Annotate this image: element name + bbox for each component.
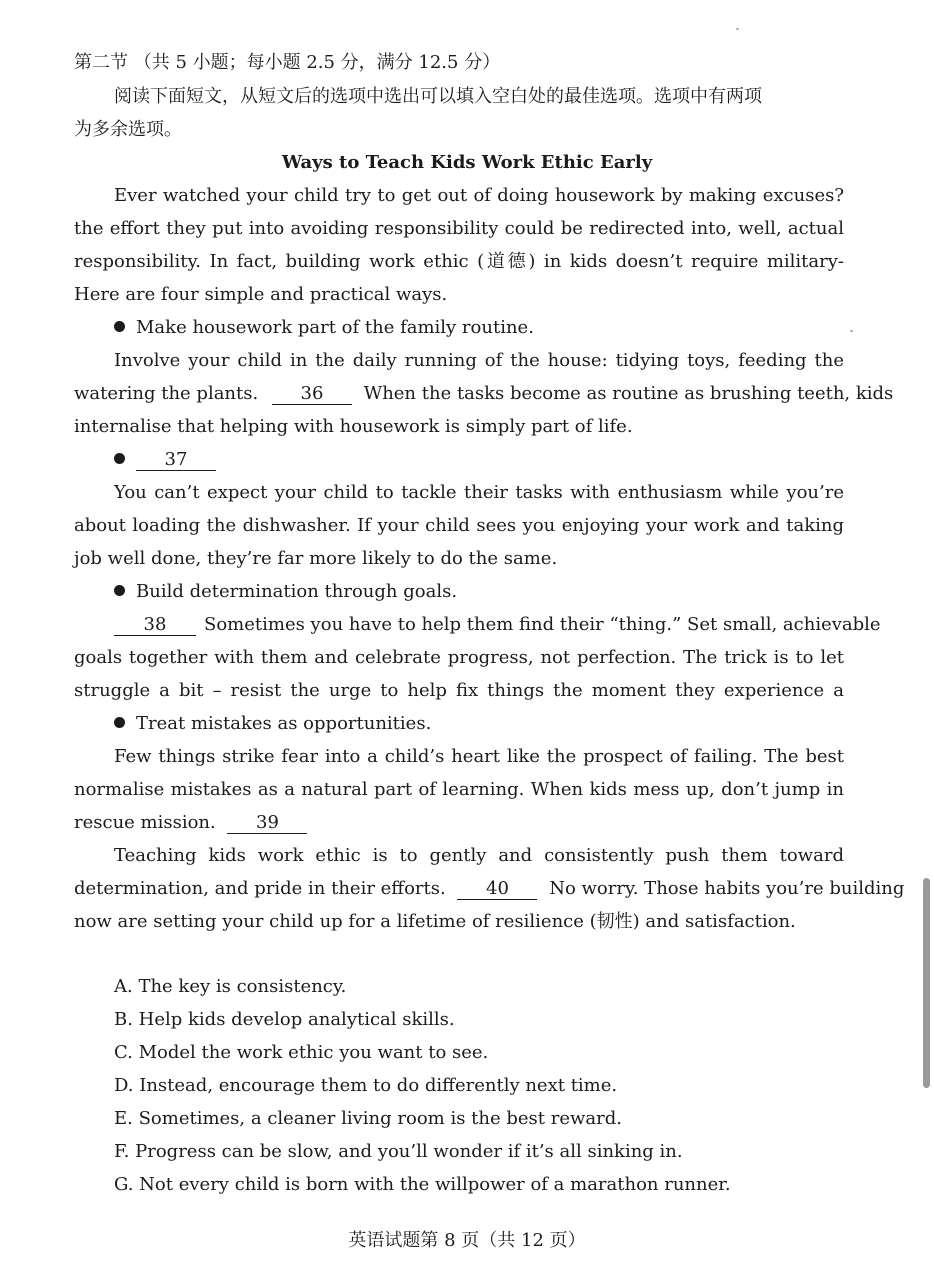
paragraph-line: Ever watched your child try to get out of doing housework by making excuses?: [114, 185, 844, 206]
option-a: A. The key is consistency.: [114, 976, 347, 997]
option-b: B. Help kids develop analytical skills.: [114, 1009, 455, 1030]
paragraph-line: You can’t expect your child to tackle their tasks with enthusiasm while you’re: [114, 482, 844, 503]
text-segment: determination, and pride in their efforts.: [74, 878, 446, 899]
bullet-heading: [114, 443, 844, 476]
section-header: 第二节 （共 5 小题；每小题 2.5 分，满分 12.5 分）: [74, 52, 501, 73]
bullet-heading: [114, 575, 844, 608]
text-segment: watering the plants.: [74, 383, 259, 404]
bullet-icon: [114, 717, 125, 728]
bullet-heading: [114, 311, 844, 344]
page-footer: 英语试题第 8 页（共 12 页）: [348, 1230, 586, 1251]
paragraph-line: [74, 377, 894, 410]
paragraph-line: struggle a bit – resist the urge to help fix things the moment they experience a: [74, 680, 844, 701]
paragraph-line: [114, 608, 881, 641]
bullet-icon: [114, 585, 125, 596]
paragraph-line: Few things strike fear into a child’s heart like the prospect of failing. The best: [114, 746, 844, 767]
option-e: E. Sometimes, a cleaner living room is the best reward.: [114, 1108, 622, 1129]
paragraph-line: about loading the dishwasher. If your child sees you enjoying your work and taking: [74, 515, 844, 536]
article-title: Ways to Teach Kids Work Ethic Early: [281, 152, 653, 173]
paragraph-line: [74, 806, 844, 839]
blank-39[interactable]: 39: [227, 813, 307, 834]
text-segment: rescue mission.: [74, 812, 216, 833]
paragraph-line: [74, 872, 905, 905]
text-segment: No worry. Those habits you’re building: [549, 878, 905, 899]
option-f: F. Progress can be slow, and you’ll wonder if it’s all sinking in.: [114, 1141, 683, 1162]
scan-speck: [736, 28, 739, 30]
bullet-icon: [114, 321, 125, 332]
bullet-heading: [114, 707, 844, 740]
paragraph-line: responsibility. In fact, building work ethic (道德) in kids doesn’t require military-: [74, 251, 844, 272]
bullet-heading-text: Build determination through goals.: [136, 581, 458, 602]
option-g: G. Not every child is born with the willpower of a marathon runner.: [114, 1174, 731, 1195]
paragraph-line: Here are four simple and practical ways.: [74, 284, 448, 305]
paragraph-line: job well done, they’re far more likely to do the same.: [74, 548, 558, 569]
blank-40[interactable]: 40: [457, 879, 537, 900]
paragraph-line: Involve your child in the daily running of the house: tidying toys, feeding the: [114, 350, 844, 371]
option-c: C. Model the work ethic you want to see.: [114, 1042, 489, 1063]
instruction-line-2: 为多余选项。: [74, 119, 182, 140]
blank-36[interactable]: 36: [272, 384, 352, 405]
blank-38[interactable]: 38: [114, 615, 196, 636]
bullet-heading-text: Treat mistakes as opportunities.: [136, 713, 432, 734]
scrollbar-thumb[interactable]: [923, 878, 930, 1088]
text-segment: Sometimes you have to help them find their “thing.” Set small, achievable: [204, 614, 881, 635]
paragraph-line: Teaching kids work ethic is to gently and consistently push them toward: [114, 845, 844, 866]
paragraph-line: internalise that helping with housework is simply part of life.: [74, 416, 633, 437]
instruction-line-1: 阅读下面短文，从短文后的选项中选出可以填入空白处的最佳选项。选项中有两项: [114, 86, 762, 107]
scan-speck: [850, 330, 853, 332]
paragraph-line: now are setting your child up for a lifetime of resilience (韧性) and satisfaction.: [74, 911, 796, 932]
option-d: D. Instead, encourage them to do differently next time.: [114, 1075, 618, 1096]
paragraph-line: the effort they put into avoiding responsibility could be redirected into, well, actual: [74, 218, 844, 239]
paragraph-line: goals together with them and celebrate progress, not perfection. The trick is to let: [74, 647, 844, 668]
bullet-heading-text: Make housework part of the family routine.: [136, 317, 534, 338]
text-segment: When the tasks become as routine as brushing teeth, kids: [363, 383, 894, 404]
paragraph-line: normalise mistakes as a natural part of learning. When kids mess up, don’t jump in: [74, 779, 844, 800]
blank-37[interactable]: 37: [136, 450, 216, 471]
bullet-icon: [114, 453, 125, 464]
